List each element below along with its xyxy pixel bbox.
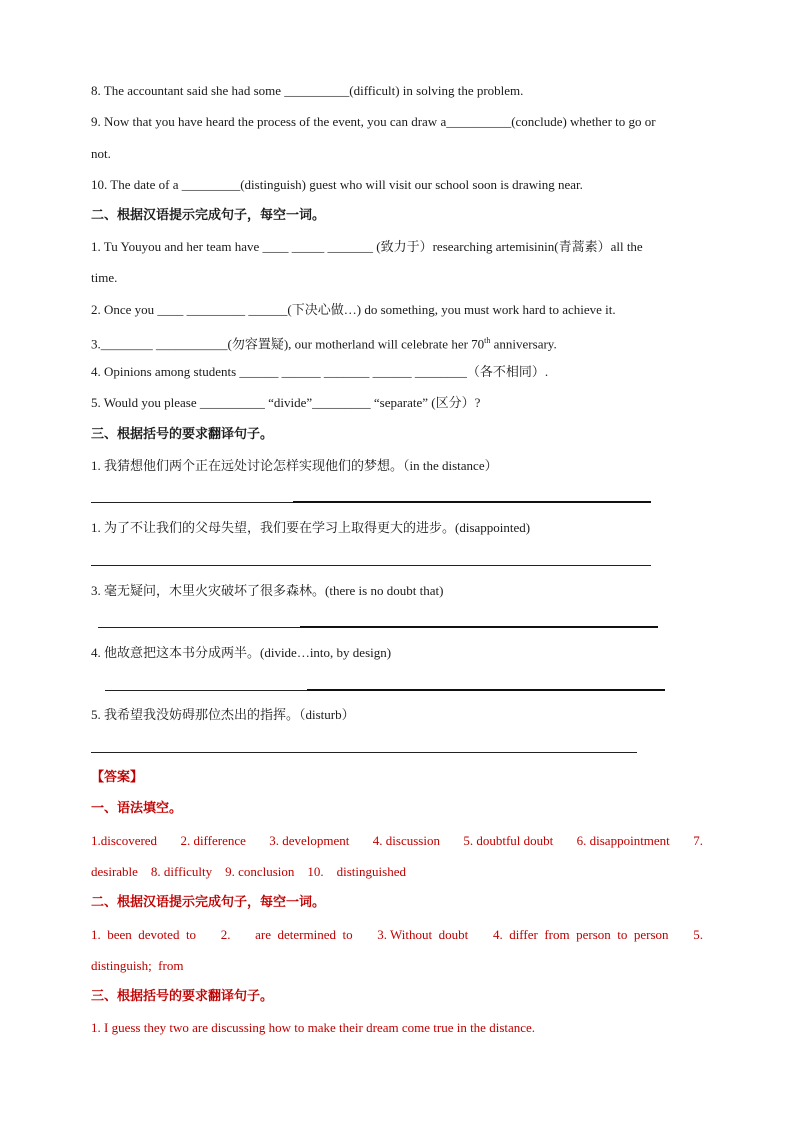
sentence-2-1-line2: time. bbox=[91, 270, 118, 285]
answer-2-3: 3. Without doubt bbox=[377, 927, 469, 942]
answer-6: 6. disappointment bbox=[576, 833, 670, 848]
answer-2-1: 1. been devoted to bbox=[91, 927, 197, 942]
sentence-2-5: 5. Would you please __________ “divide”_________ “separate” (区分）? bbox=[91, 395, 481, 410]
answer-2-2-number: 2. bbox=[220, 927, 231, 942]
answer-section-3-heading: 三、根据括号的要求翻译句子。 bbox=[91, 989, 274, 1004]
answer-2-2: are determined to bbox=[255, 927, 353, 942]
answer-section-1-line1 bbox=[91, 832, 703, 850]
translate-1: 1. 我猜想他们两个正在远处讨论怎样实现他们的梦想。（in the distance） bbox=[91, 458, 498, 473]
translate-4: 4. 他故意把这本书分成两半。(divide…into, by design) bbox=[91, 645, 392, 660]
answer-line-1a bbox=[91, 502, 293, 503]
sentence-2-2: 2. Once you ____ _________ ______(下决心做…) do something, you must work hard to achieve it. bbox=[91, 302, 616, 317]
answer-2-5-number: 5. bbox=[693, 927, 703, 942]
question-9-line1: 9. Now that you have heard the process of the event, you can draw a__________(conclude) whether to go or bbox=[91, 114, 656, 129]
translate-5: 5. 我希望我没妨碍那位杰出的指挥。（disturb） bbox=[91, 707, 355, 722]
answer-3: 3. development bbox=[269, 833, 350, 848]
answer-line-1b bbox=[293, 501, 651, 503]
section-3-heading: 三、根据括号的要求翻译句子。 bbox=[91, 427, 274, 442]
answer-section-1-heading: 一、语法填空。 bbox=[91, 801, 183, 816]
sentence-2-4: 4. Opinions among students ______ ______ _______ ______ ________（各不相同）. bbox=[91, 364, 549, 379]
answer-section-2-line1 bbox=[91, 926, 703, 944]
answer-7-number: 7. bbox=[693, 833, 703, 848]
answer-key-heading: 【答案】 bbox=[91, 770, 144, 785]
answer-2: 2. difference bbox=[180, 833, 246, 848]
answer-section-2-heading: 二、根据汉语提示完成句子，每空一词。 bbox=[91, 895, 326, 910]
question-10: 10. The date of a _________(distinguish) guest who will visit our school soon is drawing near. bbox=[91, 177, 583, 192]
answer-2-4: 4. differ from person to person bbox=[492, 927, 669, 942]
sentence-2-3 bbox=[91, 332, 557, 353]
answer-line-3a bbox=[98, 627, 300, 628]
answer-translate-1: 1. I guess they two are discussing how to make their dream come true in the distance. bbox=[91, 1020, 536, 1035]
answer-line-4a bbox=[105, 690, 307, 691]
sentence-2-3-superscript: th bbox=[484, 336, 491, 345]
answer-line-4b bbox=[307, 689, 665, 691]
answer-line-2 bbox=[91, 565, 651, 566]
answer-section-1-line2: desirable 8. difficulty 9. conclusion 10. distinguished bbox=[91, 864, 406, 879]
translate-2: 1. 为了不让我们的父母失望，我们要在学习上取得更大的进步。(disappointed) bbox=[91, 520, 531, 535]
question-9-line2: not. bbox=[91, 146, 111, 161]
answer-4: 4. discussion bbox=[372, 833, 440, 848]
sentence-2-3-text: 3.________ ___________(勿容置疑), our motherland will celebrate her 70 bbox=[91, 336, 485, 352]
sentence-2-1-line1: 1. Tu Youyou and her team have ____ _____ _______ (致力于）researching artemisinin(青蒿素）all the bbox=[91, 239, 643, 254]
question-8: 8. The accountant said she had some __________(difficult) in solving the problem. bbox=[91, 83, 524, 98]
sentence-2-3-tail: anniversary. bbox=[490, 336, 557, 352]
answer-line-3b bbox=[300, 626, 658, 628]
section-2-heading: 二、根据汉语提示完成句子，每空一词。 bbox=[91, 208, 326, 223]
answer-section-2-line2: distinguish; from bbox=[91, 958, 184, 973]
answer-1: 1.discovered bbox=[91, 833, 158, 848]
answer-5: 5. doubtful doubt bbox=[463, 833, 554, 848]
translate-3: 3. 毫无疑问，木里火灾破坏了很多森林。(there is no doubt that) bbox=[91, 583, 444, 598]
answer-line-5 bbox=[91, 752, 637, 753]
